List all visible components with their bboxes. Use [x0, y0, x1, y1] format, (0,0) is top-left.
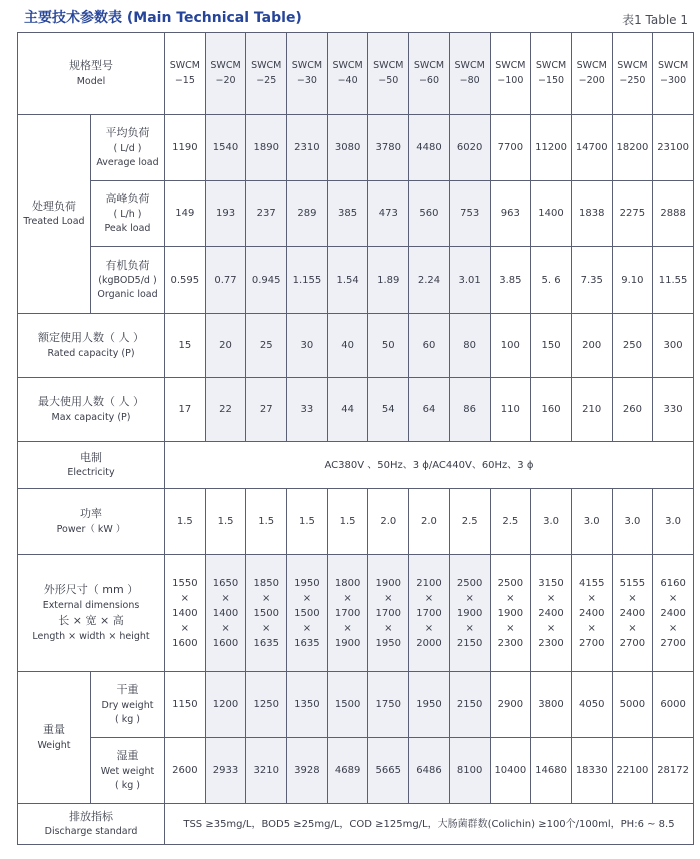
dimension-length: 4155	[578, 577, 605, 589]
dimension-height: 2150	[456, 637, 483, 649]
power-value: 1.5	[205, 489, 246, 555]
wet-weight-value: 28172	[653, 738, 694, 804]
dry-weight-value: 2150	[449, 672, 490, 738]
organic-load-value: 0.77	[205, 247, 246, 314]
wet-weight-value: 6486	[409, 738, 450, 804]
max-capacity-value: 54	[368, 378, 409, 442]
model-column-header	[490, 33, 531, 115]
rated-capacity-value: 15	[165, 314, 206, 378]
model-code: −300	[660, 74, 687, 86]
dimension-height: 2300	[538, 637, 564, 649]
dimension-width: 1400	[212, 607, 239, 619]
model-prefix: SWCM	[373, 60, 404, 72]
rated-capacity-value: 250	[612, 314, 653, 378]
dimension-width: 1700	[416, 607, 442, 619]
dry-weight-value: 1750	[368, 672, 409, 738]
average-load-value: 23100	[653, 115, 694, 181]
peak-load-header-cell	[91, 181, 165, 247]
dimensions-value	[449, 555, 490, 672]
wet-weight-value: 10400	[490, 738, 531, 804]
power-label-zh: 功率	[80, 507, 102, 521]
peak-load-value: 753	[449, 181, 490, 247]
wet-weight-unit: ( kg )	[115, 779, 140, 791]
dimension-separator: ×	[221, 622, 230, 634]
dimensions-label-zh2: 长 × 宽 × 高	[58, 614, 124, 627]
discharge-value: TSS ≥35mg/L，BOD5 ≥25mg/L，COD ≥125mg/L，大肠菌群数(Colichin) ≥100个/100ml，PH:6 ~ 8.5	[165, 804, 694, 845]
dry-weight-value: 3800	[531, 672, 572, 738]
power-value: 1.5	[327, 489, 368, 555]
max-capacity-value: 64	[409, 378, 450, 442]
model-prefix: SWCM	[495, 60, 526, 72]
model-prefix: SWCM	[251, 60, 282, 72]
model-column-header	[287, 33, 328, 115]
average-load-value: 4480	[409, 115, 450, 181]
model-code: −20	[215, 74, 236, 86]
dimension-separator: ×	[302, 592, 312, 604]
dimension-length: 1850	[253, 577, 279, 589]
model-column-header	[327, 33, 368, 115]
wet-weight-value: 18330	[571, 738, 612, 804]
model-column-header	[571, 33, 612, 115]
dimension-width: 1900	[456, 607, 483, 619]
dimensions-value	[490, 555, 531, 672]
dimensions-value	[612, 555, 653, 672]
average-load-value: 1890	[246, 115, 287, 181]
dimension-width: 2400	[538, 607, 564, 619]
model-prefix: SWCM	[454, 60, 485, 72]
power-header-cell	[18, 489, 165, 555]
dry-weight-unit: ( kg )	[115, 713, 140, 725]
dimension-height: 2000	[416, 637, 442, 649]
max-capacity-value: 160	[531, 378, 572, 442]
max-capacity-value: 27	[246, 378, 287, 442]
dimension-separator: ×	[302, 622, 312, 634]
power-value: 3.0	[571, 489, 612, 555]
discharge-label-zh: 排放指标	[69, 809, 113, 823]
max-capacity-value: 260	[612, 378, 653, 442]
peak-load-value: 149	[165, 181, 206, 247]
model-prefix: SWCM	[413, 60, 445, 72]
dimension-separator: ×	[546, 592, 556, 604]
organic-load-value: 3.85	[490, 247, 531, 314]
dimension-height: 1600	[172, 637, 198, 649]
organic-load-label-zh: 有机负荷	[105, 258, 150, 272]
rated-capacity-header-cell	[18, 314, 165, 378]
dimension-height: 1635	[294, 637, 320, 649]
dimension-separator: ×	[587, 622, 596, 634]
peak-load-value: 385	[327, 181, 368, 247]
dimension-separator: ×	[262, 592, 271, 604]
model-column-header	[531, 33, 572, 115]
dimension-length: 2500	[497, 577, 524, 589]
dry-weight-header-cell	[91, 672, 165, 738]
power-value: 1.5	[287, 489, 328, 555]
power-value: 1.5	[165, 489, 206, 555]
dimension-length: 1650	[212, 577, 239, 589]
organic-load-value: 9.10	[612, 247, 653, 314]
dimension-height: 1600	[212, 637, 239, 649]
model-column-header	[409, 33, 450, 115]
model-code: −30	[296, 74, 317, 86]
dimensions-value	[205, 555, 246, 672]
model-prefix: SWCM	[617, 60, 648, 72]
dimensions-value	[531, 555, 572, 672]
dry-weight-label-en: Dry weight	[101, 699, 154, 711]
electricity-header-cell	[18, 442, 165, 489]
organic-load-value: 5. 6	[531, 247, 572, 314]
dimension-height: 1950	[375, 637, 401, 649]
model-label-zh: 规格型号	[69, 59, 113, 73]
dimension-length: 2500	[456, 577, 483, 589]
dimension-separator: ×	[465, 622, 474, 634]
model-prefix: SWCM	[332, 60, 363, 72]
power-value: 3.0	[612, 489, 653, 555]
dimension-width: 2400	[619, 607, 646, 619]
weight-label-zh: 重量	[43, 723, 65, 737]
treated-load-label-zh: 处理负荷	[32, 199, 76, 213]
model-label-en: Model	[76, 75, 106, 87]
dimensions-value	[368, 555, 409, 672]
average-load-value: 14700	[571, 115, 612, 181]
dimensions-value	[409, 555, 450, 672]
rated-capacity-value: 300	[653, 314, 694, 378]
max-capacity-row	[18, 378, 694, 442]
wet-weight-value: 4689	[327, 738, 368, 804]
rated-capacity-value: 150	[531, 314, 572, 378]
model-column-header	[449, 33, 490, 115]
wet-weight-row	[18, 738, 694, 804]
peak-load-value: 289	[287, 181, 328, 247]
treated-load-header-cell	[18, 115, 91, 314]
model-code: −200	[578, 74, 605, 86]
model-code: −150	[537, 74, 565, 86]
dimension-separator: ×	[546, 622, 556, 634]
dimension-length: 1900	[375, 577, 401, 589]
dimension-height: 1900	[334, 637, 361, 649]
rated-capacity-value: 50	[368, 314, 409, 378]
dimensions-value	[165, 555, 206, 672]
dimension-height: 2700	[660, 637, 686, 649]
dimension-width: 2400	[660, 607, 686, 619]
rated-capacity-value: 200	[571, 314, 612, 378]
max-capacity-value: 86	[449, 378, 490, 442]
peak-load-label-en: Peak load	[104, 222, 151, 234]
peak-load-value: 2888	[653, 181, 694, 247]
peak-load-value: 2275	[612, 181, 653, 247]
technical-parameter-table	[17, 32, 694, 845]
dimension-length: 5155	[619, 577, 646, 589]
dimension-separator: ×	[343, 622, 352, 634]
average-load-value: 7700	[490, 115, 531, 181]
organic-load-value: 1.54	[327, 247, 368, 314]
model-prefix: SWCM	[657, 60, 689, 72]
dimension-width: 1500	[253, 607, 279, 619]
power-value: 2.0	[409, 489, 450, 555]
organic-load-value: 1.89	[368, 247, 409, 314]
dimension-separator: ×	[506, 592, 515, 604]
organic-load-value: 0.945	[246, 247, 287, 314]
power-value: 2.0	[368, 489, 409, 555]
wet-weight-value: 5665	[368, 738, 409, 804]
power-value: 2.5	[490, 489, 531, 555]
max-capacity-value: 210	[571, 378, 612, 442]
dimension-separator: ×	[343, 592, 352, 604]
dry-weight-value: 1150	[165, 672, 206, 738]
dimension-length: 1950	[294, 577, 320, 589]
dimension-length: 1550	[172, 577, 198, 589]
model-code: −60	[418, 74, 439, 86]
model-prefix: SWCM	[576, 60, 607, 72]
average-load-value: 18200	[612, 115, 653, 181]
dry-weight-value: 1200	[205, 672, 246, 738]
dry-weight-value: 2900	[490, 672, 531, 738]
max-capacity-value: 33	[287, 378, 328, 442]
rated-capacity-value: 100	[490, 314, 531, 378]
dimension-separator: ×	[180, 622, 190, 634]
wet-weight-label-zh: 湿重	[116, 749, 139, 762]
average-load-value: 1540	[205, 115, 246, 181]
dry-weight-value: 5000	[612, 672, 653, 738]
organic-load-row	[18, 247, 694, 314]
dry-weight-value: 1950	[409, 672, 450, 738]
dimension-separator: ×	[424, 592, 434, 604]
dimensions-value	[571, 555, 612, 672]
dimensions-label-zh: 外形尺寸（ mm ）	[43, 583, 139, 597]
rated-capacity-label-en: Rated capacity (P)	[47, 347, 135, 359]
organic-load-unit: (kgBOD5/d )	[98, 275, 157, 286]
organic-load-value: 3.01	[449, 247, 490, 314]
peak-load-value: 193	[205, 181, 246, 247]
weight-label-en: Weight	[37, 739, 71, 751]
dimension-length: 1800	[334, 577, 361, 589]
dimension-separator: ×	[221, 592, 230, 604]
peak-load-label-zh: 高峰负荷	[105, 192, 150, 205]
average-load-header-cell	[91, 115, 165, 181]
model-column-header	[205, 33, 246, 115]
organic-load-header-cell	[91, 247, 165, 314]
dry-weight-value: 1500	[327, 672, 368, 738]
wet-weight-value: 3210	[246, 738, 287, 804]
model-column-header	[246, 33, 287, 115]
peak-load-value: 1400	[531, 181, 572, 247]
dimension-separator: ×	[628, 622, 637, 634]
max-capacity-value: 44	[327, 378, 368, 442]
wet-weight-label-en: Wet weight	[100, 765, 155, 777]
dimension-length: 2100	[416, 577, 442, 589]
electricity-row	[18, 442, 694, 489]
dimension-separator: ×	[628, 592, 637, 604]
table-number-label: 表1 Table 1	[622, 13, 688, 27]
rated-capacity-label-zh: 额定使用人数（ 人 ）	[38, 331, 144, 345]
average-load-value: 6020	[449, 115, 490, 181]
peak-load-value: 237	[246, 181, 287, 247]
average-load-label-en: Average load	[96, 156, 159, 168]
weight-header-cell	[18, 672, 91, 804]
model-column-header	[653, 33, 694, 115]
organic-load-label-en: Organic load	[97, 289, 158, 301]
wet-weight-value: 2933	[205, 738, 246, 804]
power-value: 1.5	[246, 489, 287, 555]
model-code: −80	[459, 74, 480, 86]
peak-load-row	[18, 181, 694, 247]
wet-weight-value: 14680	[531, 738, 572, 804]
model-row	[18, 33, 694, 115]
max-capacity-label-en: Max capacity (P)	[51, 411, 131, 423]
dimension-width: 1400	[172, 607, 198, 619]
dimension-length: 6160	[660, 577, 686, 589]
dimension-separator: ×	[668, 592, 678, 604]
model-code: −25	[256, 74, 277, 86]
dimensions-value	[246, 555, 287, 672]
model-code: −50	[378, 74, 399, 86]
dimension-width: 1500	[294, 607, 320, 619]
peak-load-value: 963	[490, 181, 531, 247]
wet-weight-value: 8100	[449, 738, 490, 804]
average-load-unit: ( L/d )	[113, 142, 142, 154]
model-prefix: SWCM	[535, 60, 567, 72]
dimension-length: 3150	[538, 577, 564, 589]
dimensions-row	[18, 555, 694, 672]
wet-weight-value: 3928	[287, 738, 328, 804]
dry-weight-value: 1250	[246, 672, 287, 738]
max-capacity-value: 110	[490, 378, 531, 442]
dimension-separator: ×	[587, 592, 596, 604]
model-column-header	[612, 33, 653, 115]
dimension-separator: ×	[506, 622, 515, 634]
discharge-header-cell	[18, 804, 165, 845]
average-load-row	[18, 115, 694, 181]
model-prefix: SWCM	[169, 60, 200, 72]
average-load-value: 3780	[368, 115, 409, 181]
page-title: 主要技术参数表 (Main Technical Table)	[24, 10, 302, 26]
average-load-value: 2310	[287, 115, 328, 181]
dry-weight-label-zh: 干重	[116, 683, 139, 696]
dimension-separator: ×	[180, 592, 190, 604]
treated-load-label-en: Treated Load	[23, 216, 85, 228]
dimension-width: 1900	[497, 607, 524, 619]
dimension-separator: ×	[384, 592, 393, 604]
rated-capacity-value: 30	[287, 314, 328, 378]
dry-weight-value: 1350	[287, 672, 328, 738]
max-capacity-value: 17	[165, 378, 206, 442]
rated-capacity-row	[18, 314, 694, 378]
dimension-height: 2700	[578, 637, 605, 649]
dimension-width: 1700	[334, 607, 361, 619]
wet-weight-value: 22100	[612, 738, 653, 804]
average-load-label-zh: 平均负荷	[105, 126, 150, 139]
dimension-separator: ×	[384, 622, 393, 634]
model-code: −40	[337, 74, 358, 86]
organic-load-value: 7.35	[571, 247, 612, 314]
model-code: −250	[619, 74, 646, 86]
electricity-label-en: Electricity	[67, 467, 115, 479]
dimension-height: 2700	[619, 637, 646, 649]
rated-capacity-value: 20	[205, 314, 246, 378]
dimension-separator: ×	[424, 622, 434, 634]
model-column-header	[165, 33, 206, 115]
max-capacity-header-cell	[18, 378, 165, 442]
power-row	[18, 489, 694, 555]
rated-capacity-value: 25	[246, 314, 287, 378]
dimensions-label-en: External dimensions	[42, 599, 140, 611]
power-value: 3.0	[653, 489, 694, 555]
dimension-height: 2300	[497, 637, 524, 649]
dimensions-value	[653, 555, 694, 672]
dimensions-label-en2: Length × width × height	[32, 630, 150, 642]
organic-load-value: 2.24	[409, 247, 450, 314]
rated-capacity-value: 80	[449, 314, 490, 378]
organic-load-value: 1.155	[287, 247, 328, 314]
max-capacity-value: 22	[205, 378, 246, 442]
rated-capacity-value: 60	[409, 314, 450, 378]
average-load-value: 3080	[327, 115, 368, 181]
model-code: −100	[497, 74, 524, 86]
model-prefix: SWCM	[210, 60, 241, 72]
wet-weight-header-cell	[91, 738, 165, 804]
model-column-header	[368, 33, 409, 115]
power-value: 3.0	[531, 489, 572, 555]
dimension-separator: ×	[262, 622, 271, 634]
model-prefix: SWCM	[291, 60, 323, 72]
dry-weight-row	[18, 672, 694, 738]
dimension-separator: ×	[668, 622, 678, 634]
discharge-row	[18, 804, 694, 845]
dimensions-value	[287, 555, 328, 672]
wet-weight-value: 2600	[165, 738, 206, 804]
average-load-value: 11200	[531, 115, 572, 181]
average-load-value: 1190	[165, 115, 206, 181]
peak-load-value: 473	[368, 181, 409, 247]
organic-load-value: 11.55	[653, 247, 694, 314]
dimensions-value	[327, 555, 368, 672]
peak-load-value: 1838	[571, 181, 612, 247]
max-capacity-value: 330	[653, 378, 694, 442]
dimension-width: 1700	[375, 607, 401, 619]
model-code: −15	[174, 74, 195, 86]
peak-load-unit: ( L/h )	[113, 208, 142, 220]
peak-load-value: 560	[409, 181, 450, 247]
power-value: 2.5	[449, 489, 490, 555]
model-header-cell	[18, 33, 165, 115]
dry-weight-value: 6000	[653, 672, 694, 738]
power-label-en: Power（ kW ）	[56, 523, 126, 535]
electricity-value: AC380V 、50Hz、3 ϕ/AC440V、60Hz、3 ϕ	[165, 442, 694, 489]
discharge-label-en: Discharge standard	[44, 826, 138, 838]
electricity-label-zh: 电制	[80, 450, 102, 464]
max-capacity-label-zh: 最大使用人数（ 人 ）	[38, 395, 144, 409]
dimension-separator: ×	[465, 592, 474, 604]
dimension-width: 2400	[578, 607, 605, 619]
rated-capacity-value: 40	[327, 314, 368, 378]
dimensions-header-cell	[18, 555, 165, 672]
dimension-height: 1635	[253, 637, 279, 649]
organic-load-value: 0.595	[165, 247, 206, 314]
dry-weight-value: 4050	[571, 672, 612, 738]
